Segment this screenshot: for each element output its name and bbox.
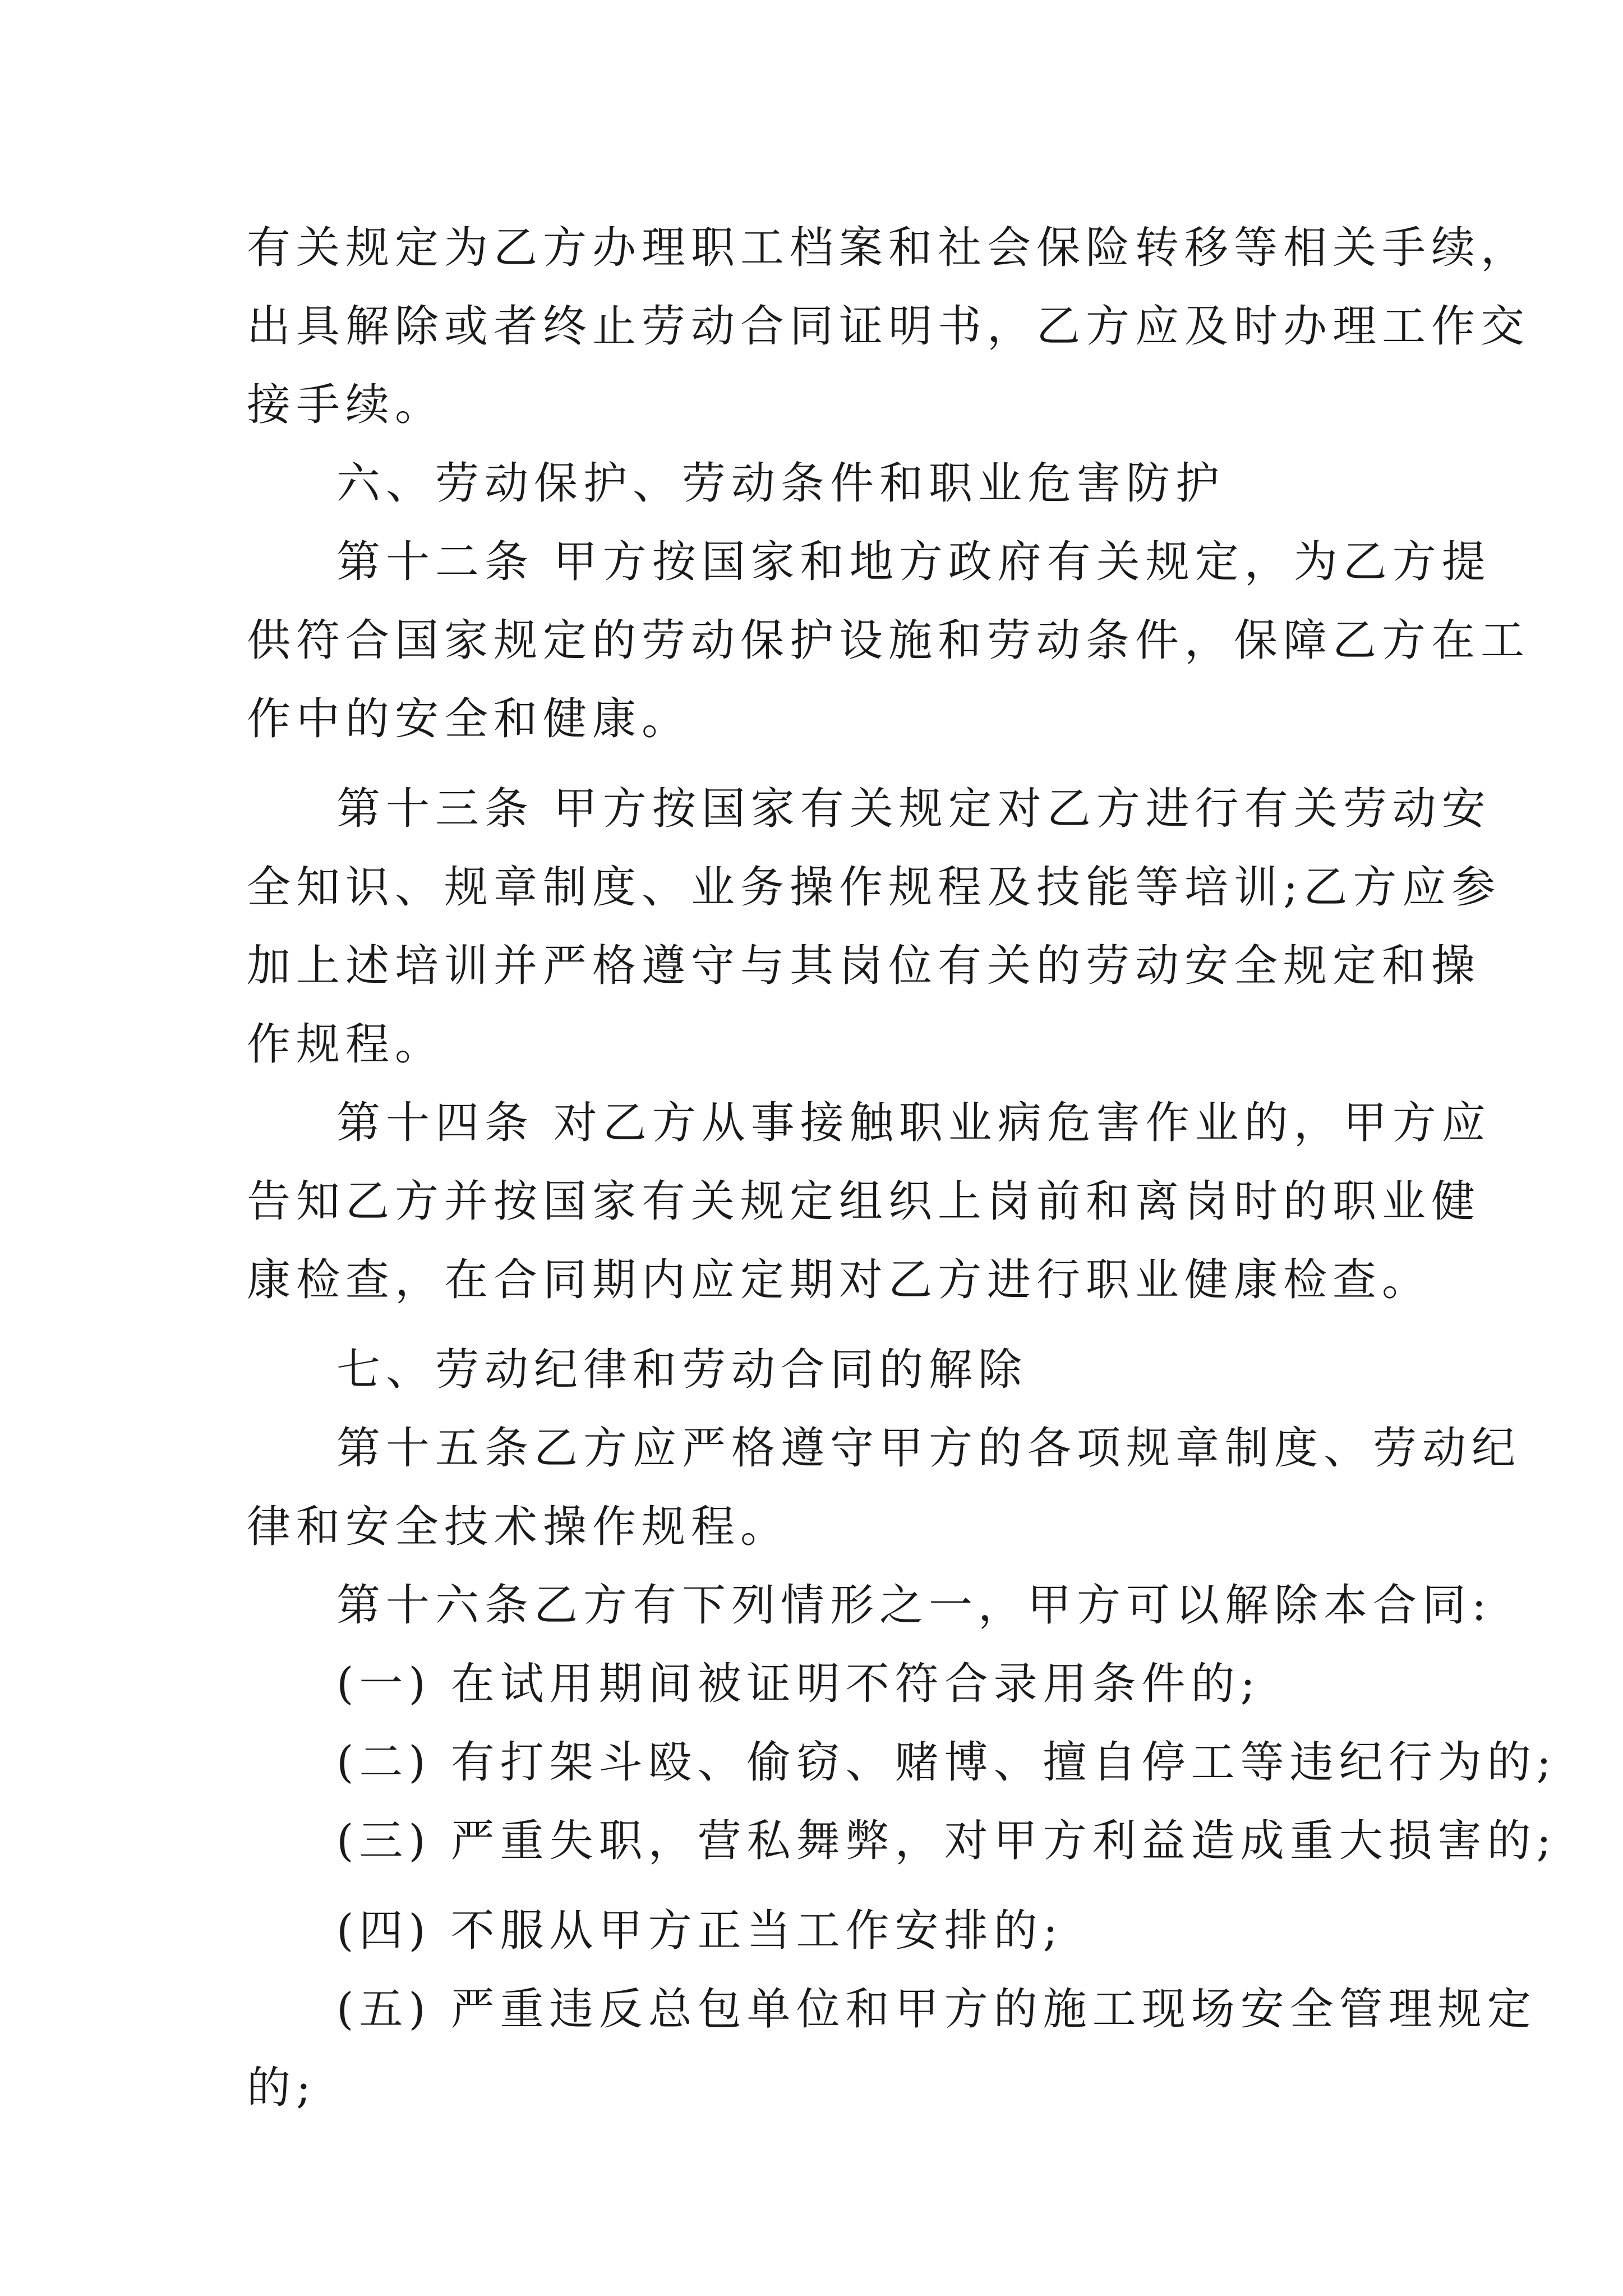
text-line: 律和安全技术操作规程。 [247,1502,790,1552]
text-line: 加上述培训并严格遵守与其岗位有关的劳动安全规定和操 [247,941,1481,991]
article-13-line: 第十三条 甲方按国家有关规定对乙方进行有关劳动安 [336,784,1491,834]
text-line: 供符合国家规定的劳动保护设施和劳动条件，保障乙方在工 [247,615,1530,666]
list-item: (五) 严重违反总包单位和甲方的施工现场安全管理规定 [336,1984,1537,2035]
text-line: 的; [247,2063,317,2113]
text-line: 作规程。 [247,1019,445,1070]
list-item: (二) 有打架斗殴、偷窃、赌博、擅自停工等违纪行为的; [336,1737,1557,1788]
text-line: 康检查，在合同期内应定期对乙方进行职业健康检查。 [247,1255,1432,1305]
list-item: (一) 在试用期间被证明不符合录用条件的; [336,1659,1261,1709]
section-heading: 六、劳动保护、劳动条件和职业危害防护 [336,458,1225,509]
text-line: 接手续。 [247,380,445,430]
list-item: (四) 不服从甲方正当工作安排的; [336,1906,1063,1956]
section-heading: 七、劳动纪律和劳动合同的解除 [336,1345,1028,1395]
text-line: 全知识、规章制度、业务操作规程及技能等培训;乙方应参 [247,862,1501,913]
text-line: 告知乙方并按国家有关规定组织上岗前和离岗时的职业健 [247,1176,1481,1227]
text-line: 出具解除或者终止劳动合同证明书，乙方应及时办理工作交 [247,301,1530,352]
article-14-line: 第十四条 对乙方从事接触职业病危害作业的，甲方应 [336,1098,1491,1148]
list-item: (三) 严重失职，营私舞弊，对甲方利益造成重大损害的; [336,1816,1557,1866]
article-12-line: 第十二条 甲方按国家和地方政府有关规定，为乙方提 [336,537,1491,587]
text-line: 有关规定为乙方办理职工档案和社会保险转移等相关手续， [247,223,1530,273]
article-15-line: 第十五条乙方应严格遵守甲方的各项规章制度、劳动纪 [336,1423,1521,1474]
article-16-line: 第十六条乙方有下列情形之一，甲方可以解除本合同: [336,1580,1492,1631]
text-line: 作中的安全和健康。 [247,694,691,744]
